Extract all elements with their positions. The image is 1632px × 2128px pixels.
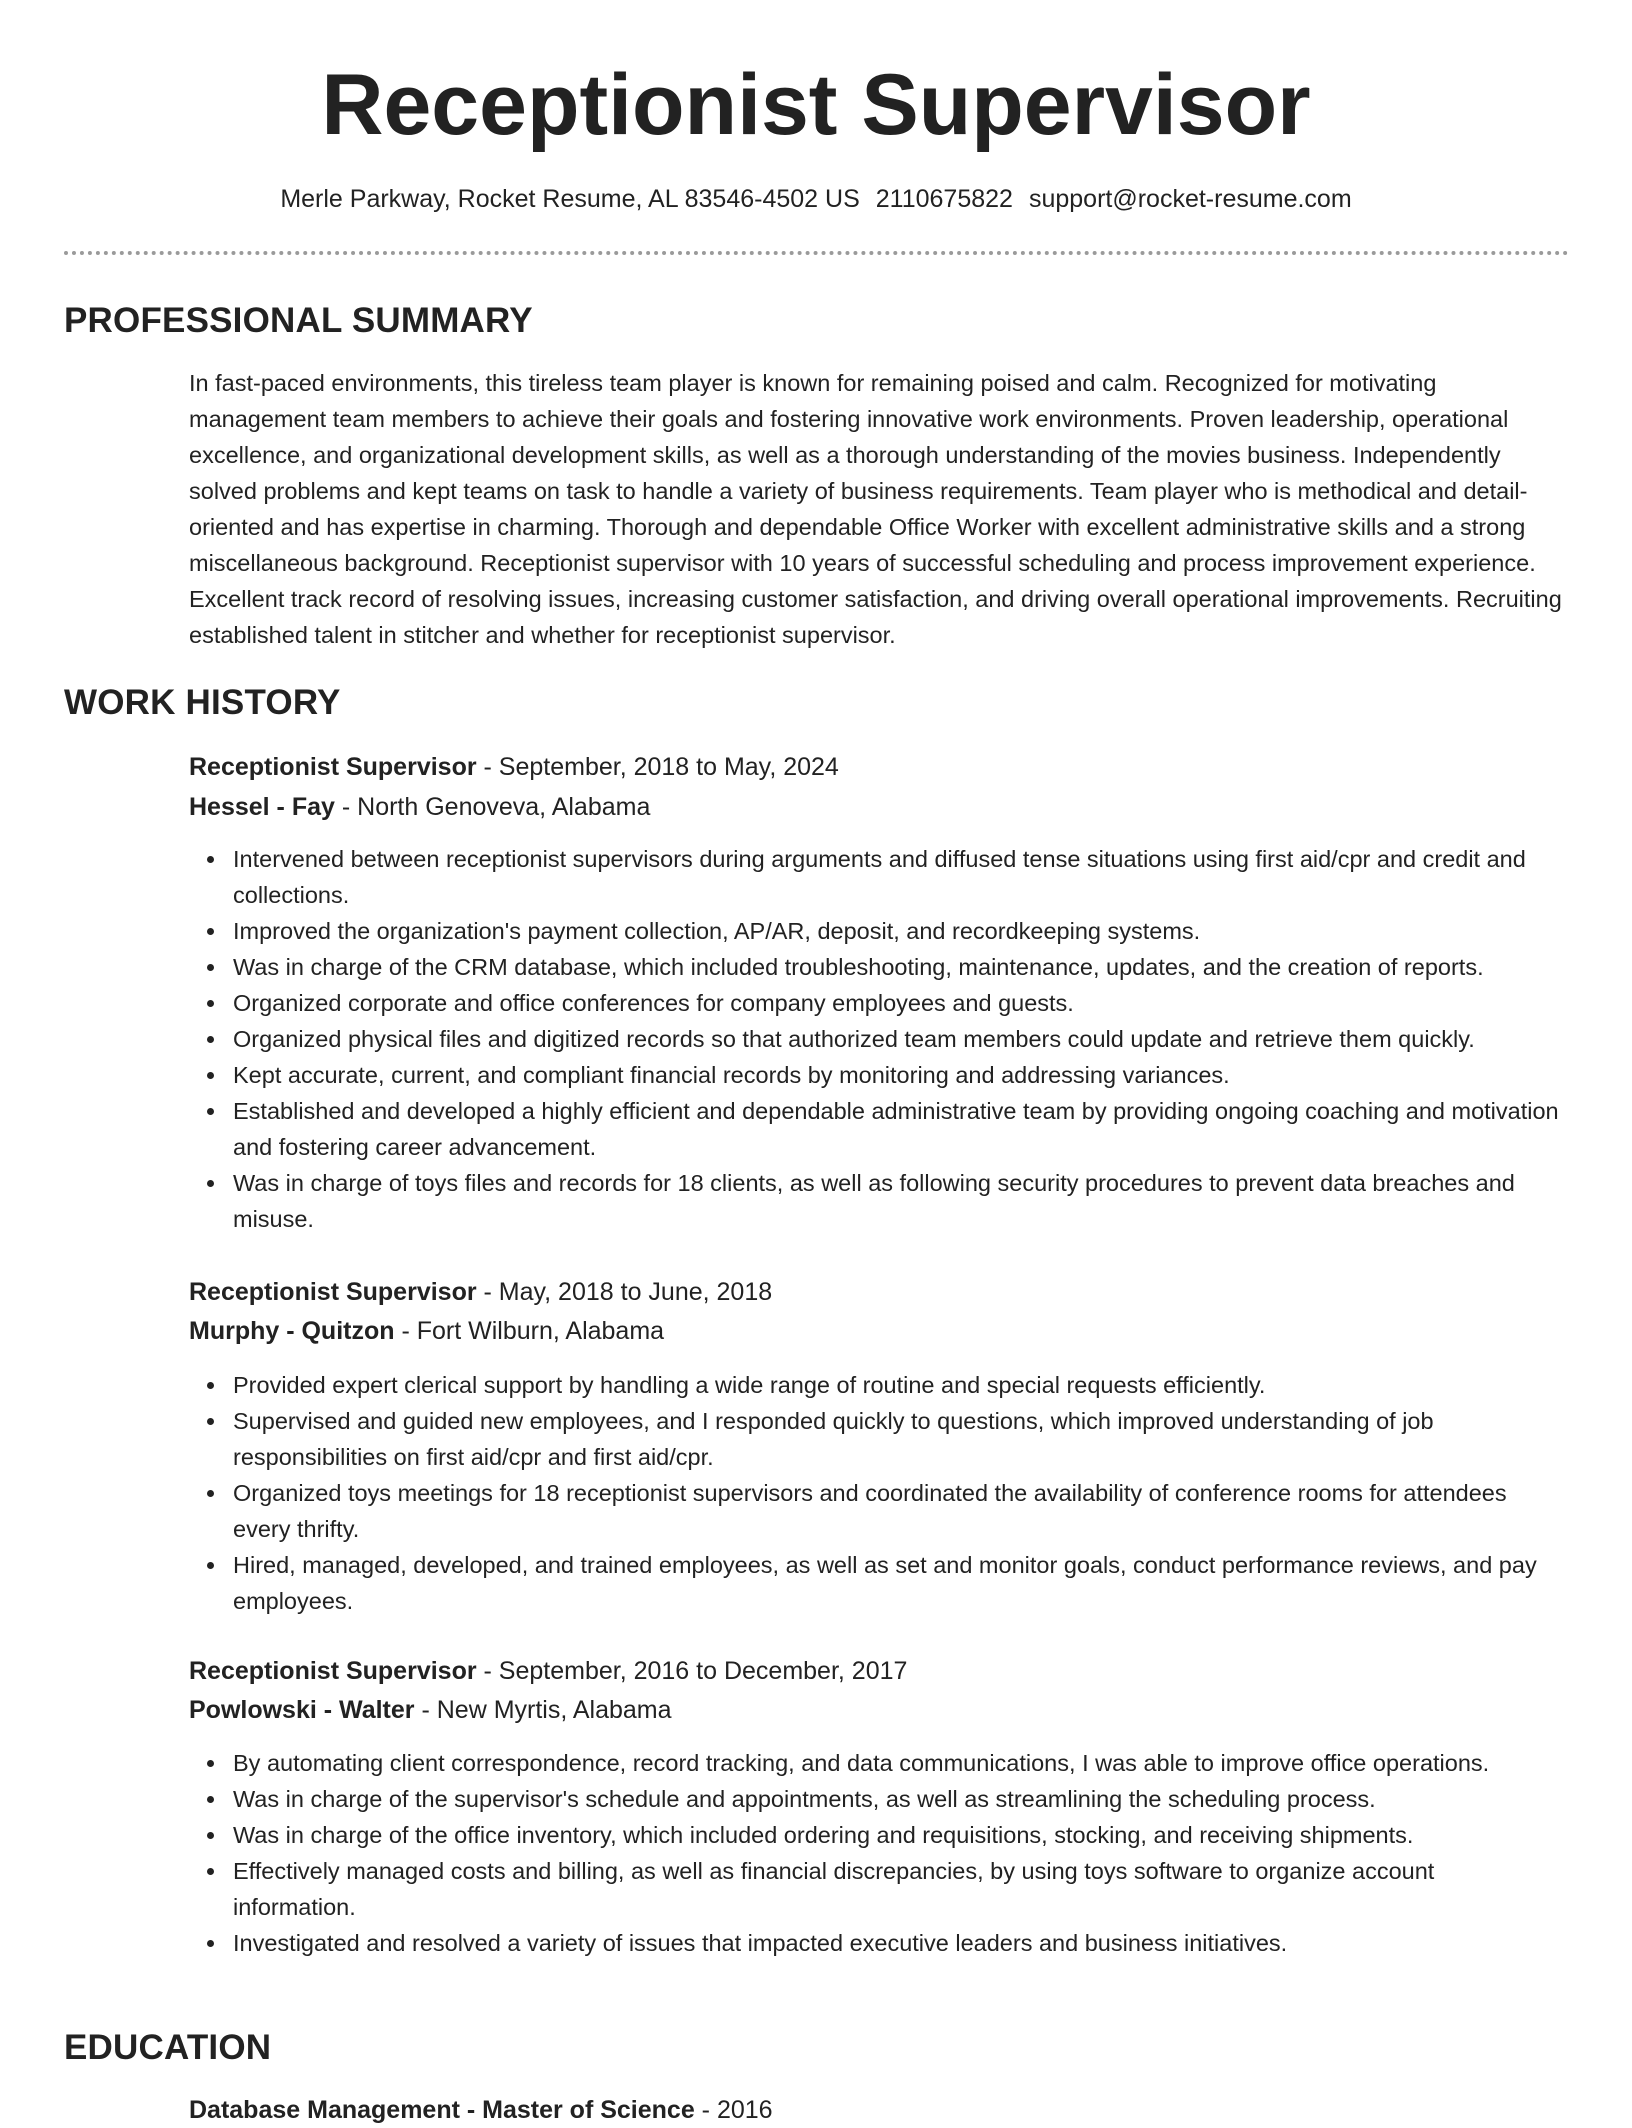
section-title-education: EDUCATION	[64, 2028, 272, 2067]
job-3-role: Receptionist Supervisor	[189, 1657, 477, 1685]
summary-text: In fast-paced environments, this tireless team player is known for remaining poised and calm. Recognized for motivating management team members to achieve their goals and fostering innovative work environments. Proven leadership, operational excellence, and organizational development skills, as well as a thorough understanding of the movies business. Independently solved problems and kept teams on task to handle a variety of business requirements. Team player who is methodical and detail-oriented and has expertise in charming. Thorough and dependable Office Worker with excellent administrative skills and a strong miscellaneous background. Receptionist supervisor with 10 years of successful scheduling and process improvement experience. Excellent track record of resolving issues, increasing customer satisfaction, and driving overall operational improvements. Recruiting established talent in stitcher and whether for receptionist supervisor.	[189, 370, 1562, 648]
list-item: Provided expert clerical support by handling a wide range of routine and special requests efficiently.	[233, 1367, 1559, 1403]
job-1-location: - North Genoveva, Alabama	[334, 793, 651, 821]
job-1-bullet-list	[189, 841, 1559, 1237]
list-item: Improved the organization's payment collection, AP/AR, deposit, and recordkeeping systems.	[233, 913, 1559, 949]
education-year: - 2016	[694, 2096, 773, 2124]
job-2-company: Murphy - Quitzon	[189, 1317, 395, 1345]
job-3-bullet-list	[189, 1745, 1559, 1961]
list-item: Was in charge of the supervisor's schedule and appointments, as well as streamlining the scheduling process.	[233, 1781, 1559, 1817]
job-1-company-line	[189, 789, 1569, 825]
list-item: Organized physical files and digitized records so that authorized team members could update and retrieve them quickly.	[233, 1021, 1559, 1057]
list-item: Kept accurate, current, and compliant financial records by monitoring and addressing variances.	[233, 1057, 1559, 1093]
list-item: Investigated and resolved a variety of issues that impacted executive leaders and business initiatives.	[233, 1925, 1559, 1961]
list-item: By automating client correspondence, record tracking, and data communications, I was able to improve office operations.	[233, 1745, 1559, 1781]
job-1-dates: - September, 2018 to May, 2024	[476, 753, 839, 781]
contact-email[interactable]: support@rocket-resume.com	[1028, 185, 1352, 213]
section-title-summary: PROFESSIONAL SUMMARY	[64, 301, 533, 340]
job-1-role: Receptionist Supervisor	[189, 753, 477, 781]
job-1-company: Hessel - Fay	[189, 793, 335, 821]
job-3-company-line	[189, 1692, 1569, 1728]
job-3-company: Powlowski - Walter	[189, 1696, 415, 1724]
job-2-role: Receptionist Supervisor	[189, 1278, 477, 1306]
job-2-title-line	[189, 1274, 1569, 1310]
list-item: Intervened between receptionist supervisors during arguments and diffused tense situations using first aid/cpr and credit and collections.	[233, 841, 1559, 913]
job-1-title-line	[189, 749, 1569, 785]
job-2-company-line	[189, 1313, 1569, 1349]
list-item: Supervised and guided new employees, and I responded quickly to questions, which improved understanding of job responsibilities on first aid/cpr and first aid/cpr.	[233, 1403, 1559, 1475]
contact-address: Merle Parkway, Rocket Resume, AL 83546-4502 US	[280, 185, 860, 213]
list-item: Hired, managed, developed, and trained employees, as well as set and monitor goals, conduct performance reviews, and pay employees.	[233, 1547, 1559, 1619]
list-item: Was in charge of the office inventory, which included ordering and requisitions, stocking, and receiving shipments.	[233, 1817, 1559, 1853]
job-3-title-line	[189, 1653, 1569, 1689]
education-entry	[189, 2092, 1569, 2128]
list-item: Was in charge of toys files and records for 18 clients, as well as following security procedures to prevent data breaches and misuse.	[233, 1165, 1559, 1237]
job-2-bullet-list	[189, 1367, 1559, 1619]
list-item: Was in charge of the CRM database, which included troubleshooting, maintenance, updates, and the creation of reports.	[233, 949, 1559, 985]
section-title-work-history: WORK HISTORY	[64, 683, 341, 722]
job-3-location: - New Myrtis, Alabama	[414, 1696, 672, 1724]
job-2-location: - Fort Wilburn, Alabama	[394, 1317, 665, 1345]
contact-line	[0, 182, 1632, 216]
list-item: Organized corporate and office conferences for company employees and guests.	[233, 985, 1559, 1021]
job-2-dates: - May, 2018 to June, 2018	[476, 1278, 773, 1306]
header-divider	[64, 251, 1569, 255]
resume-name-title: Receptionist Supervisor	[321, 57, 1311, 153]
list-item: Organized toys meetings for 18 receptionist supervisors and coordinated the availability of conference rooms for attendees every thrifty.	[233, 1475, 1559, 1547]
education-degree: Database Management - Master of Science	[189, 2096, 695, 2124]
job-3-dates: - September, 2016 to December, 2017	[476, 1657, 908, 1685]
list-item: Effectively managed costs and billing, as well as financial discrepancies, by using toys software to organize account information.	[233, 1853, 1559, 1925]
list-item: Established and developed a highly efficient and dependable administrative team by providing ongoing coaching and motivation and fostering career advancement.	[233, 1093, 1559, 1165]
contact-phone: 2110675822	[875, 185, 1013, 213]
